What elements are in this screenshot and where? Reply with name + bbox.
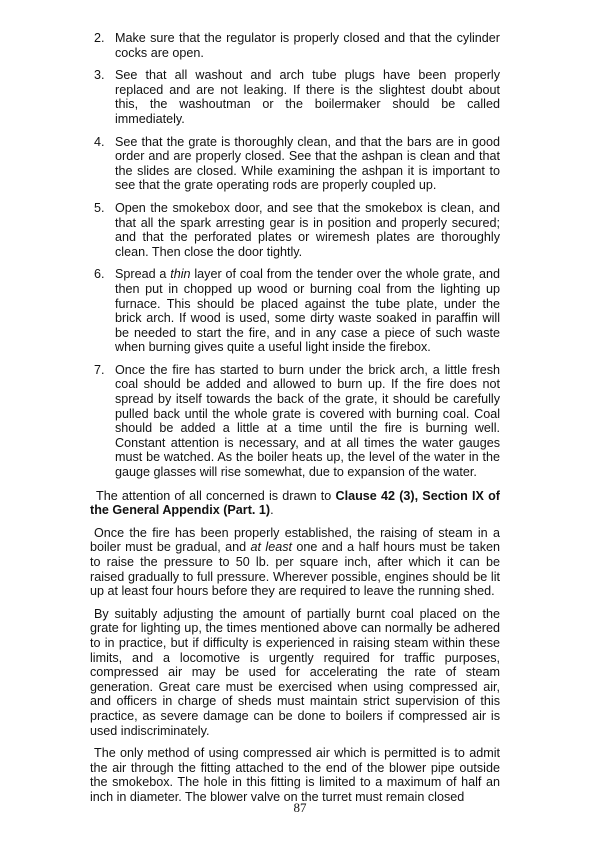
list-item: [90, 31, 500, 60]
list-item: [90, 135, 500, 193]
clause-reference: Clause 42 (3), Section IX of the General Appendix (Part. 1): [90, 488, 500, 518]
list-item-number: 4.: [94, 134, 105, 149]
attention-paragraph: [90, 489, 500, 518]
page-number: 87: [293, 800, 307, 815]
text-run: Once the fire has been properly established, the raising of steam in a boiler must be gradual, and: [90, 525, 500, 555]
procedure-list: [90, 31, 500, 480]
list-item: [90, 201, 500, 259]
fire-paragraph: [90, 526, 500, 599]
list-item-number: 2.: [94, 31, 105, 45]
list-item: [90, 68, 500, 126]
list-item-text: See that the grate is thoroughly clean, and that the bars are in good order and are properly closed. See that the ashpan is clean and that the slides are closed. While examining the ashpan it is important to see that the grate operating rods are properly coupled up.: [115, 134, 500, 193]
list-item-text: See that all washout and arch tube plugs have been properly replaced and are not leaking. If there is the slightest doubt about this, the washoutman or the boilermaker should be called immediately.: [115, 68, 500, 126]
list-item-number: 6.: [94, 267, 105, 282]
page-body: [90, 31, 500, 813]
text-run: .: [270, 503, 274, 518]
list-item-text: Make sure that the regulator is properly closed and that the cylinder cocks are open.: [115, 31, 500, 60]
text-run: The attention of all concerned is drawn to: [96, 488, 336, 503]
list-item: [90, 363, 500, 480]
text-run: one and a half hours must be taken to raise the pressure to 50 lb. per square inch, after which it can be raised gradually to full pressure. Wherever possible, engines should be lit up at least four hours before they are required to leave the running shed.: [90, 540, 500, 599]
list-item-text: Open the smokebox door, and see that the smokebox is clean, and that all the spark arresting gear is in position and properly secured; and that the perforated plates or wiremesh plates are thoroughly clean. Then close the door tightly.: [115, 200, 500, 259]
emphasis-text: at least: [250, 540, 293, 555]
method-paragraph: The only method of using compressed air which is permitted is to admit the air through the fitting attached to the end of the blower pipe outside the smokebox. The hole in this fitting is limited to a maximum of half an inch in diameter. The blower valve on the turret must remain closed: [90, 746, 500, 804]
adjusting-paragraph: By suitably adjusting the amount of partially burnt coal placed on the grate for lighting up, the times mentioned above can normally be adhered to in practice, but if difficulty is experienced in raising steam within these limits, and a locomotive is urgently required for traffic purposes, compressed air may be used for accelerating the rate of steam generation. Great care must be exercised when using compressed air, and officers in charge of sheds must maintain strict supervision of this practice, as severe damage can be done to boilers if compressed air is used indiscriminately.: [90, 606, 500, 738]
text-run: Spread a: [115, 267, 171, 282]
list-item-text: [115, 267, 500, 354]
list-item-number: 7.: [94, 362, 105, 377]
list-item-number: 5.: [94, 200, 105, 215]
list-item-number: 3.: [94, 68, 105, 83]
text-run: layer of coal from the tender over the whole grate, and then put in chopped up wood or burning coal from the lighting up furnace. This should be placed against the tube plate, under the brick arch. If wood is used, some dirty waste soaked in paraffin will be needed to start the fire, and in any case a piece of such waste when burning gives quite a useful light inside the firebox.: [115, 267, 500, 355]
list-item: [90, 267, 500, 355]
list-item-text: Once the fire has started to burn under the brick arch, a little fresh coal should be added and allowed to burn up. If the fire does not spread by itself towards the back of the grate, it should be carefully pulled back until the whole grate is covered with burning coal. Coal should be added a little at a time until the fire is burning well. Constant attention is necessary, and at all times the water gauges must be watched. As the boiler heats up, the level of the water in the gauge glasses will rise somewhat, due to expansion of the water.: [115, 362, 500, 480]
emphasis-text: thin: [170, 267, 191, 282]
